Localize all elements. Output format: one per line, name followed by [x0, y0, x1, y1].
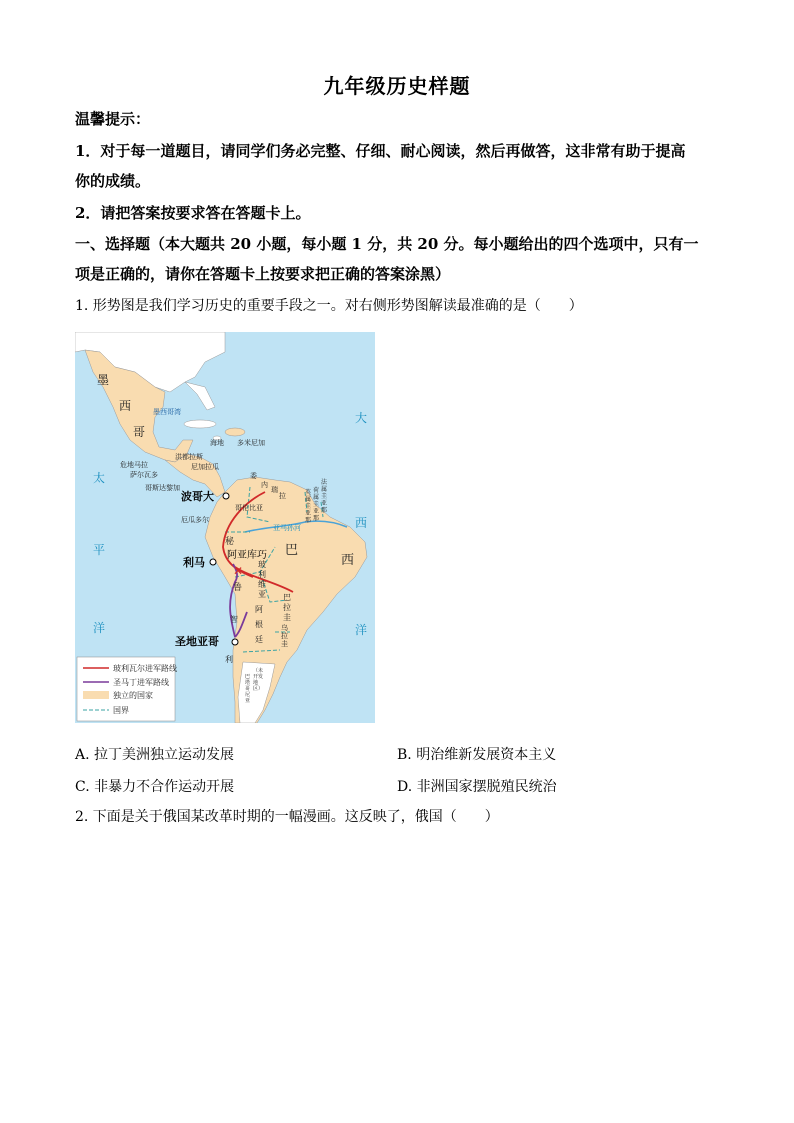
option-b: B. 明治维新发展资本主义: [397, 747, 557, 763]
label-guiana-uk-4: 亚: [305, 510, 312, 517]
label-patagonia-8: 尼: [245, 692, 251, 698]
label-argentina-2: 根: [255, 620, 263, 629]
label-patagonia-2: 开发: [253, 674, 264, 680]
label-guiana-uk-2: 属: [305, 496, 312, 503]
label-mexico-1: 墨: [97, 373, 110, 387]
battle-mark: ✕: [233, 564, 244, 578]
label-guiana-fr-5: 那: [321, 507, 328, 514]
label-lima: 利马: [183, 556, 205, 569]
label-paraguay-3: 圭: [283, 613, 291, 622]
label-costa-rica: 哥斯达黎加: [145, 484, 180, 492]
label-bogota: 波哥大: [181, 490, 214, 503]
cuba-island: [184, 420, 216, 428]
label-guiana-uk-1: 英: [305, 489, 312, 496]
label-bolivia-2: 利: [258, 570, 266, 579]
label-paraguay-2: 拉: [283, 603, 291, 612]
question-1: 1. 形势图是我们学习历史的重要手段之一。对右侧形势图解读最准确的是（ ）: [75, 298, 583, 314]
label-pacific-1: 太: [93, 471, 106, 485]
label-venezuela-2: 内: [261, 481, 268, 489]
legend-border: 国界: [113, 706, 129, 715]
label-patagonia-7: 哥: [245, 686, 251, 692]
label-atlantic-3: 洋: [355, 623, 368, 637]
legend-san-martin: 圣马丁进军路线: [113, 678, 169, 687]
label-mexico-3: 哥: [133, 425, 146, 439]
label-peru-2: 鲁: [233, 583, 243, 593]
label-guiana-fr-3: 圭: [321, 493, 328, 500]
label-guiana-nl-5: 那: [313, 515, 320, 522]
section-1-line-1: 一、选择题（本大题共 20 小题，每小题 1 分，共 20 分。每小题给出的四个选项中，只有一: [75, 235, 699, 253]
label-uruguay-2: 拉: [281, 632, 288, 640]
label-pacific-3: 洋: [93, 621, 106, 635]
label-bolivia-4: 亚: [258, 590, 266, 599]
label-gulf: 墨西哥湾: [153, 408, 181, 416]
label-colombia: 哥伦比亚: [235, 504, 263, 512]
bogota-marker: [223, 493, 229, 499]
tip-1-line-1: 1．对于每一道题目，请同学们务必完整、仔细、耐心阅读，然后再做答，这非常有助于提高: [75, 142, 686, 160]
label-peru-1: 秘: [225, 537, 235, 547]
santiago-marker: [232, 639, 238, 645]
label-haiti: 海地: [210, 439, 224, 447]
label-atlantic-1: 大: [355, 411, 368, 425]
label-guiana-uk-3: 圭: [305, 503, 312, 510]
label-patagonia-9: 亚: [245, 698, 251, 704]
label-dominican: 多米尼加: [237, 439, 265, 447]
question-2: 2. 下面是关于俄国某改革时期的一幅漫画。这反映了，俄国（ ）: [75, 809, 499, 825]
label-uruguay-3: 圭: [281, 640, 288, 648]
label-atlantic-2: 西: [355, 516, 368, 530]
section-1-line-2: 项是正确的，请你在答题卡上按要求把正确的答案涂黑）: [75, 265, 451, 283]
label-patagonia-6: 塔: [245, 680, 251, 686]
label-guiana-nl-4: 亚: [313, 508, 320, 515]
legend-independent: 独立的国家: [113, 691, 153, 700]
label-uruguay-1: 乌: [281, 624, 288, 632]
label-brazil-2: 西: [341, 553, 355, 568]
label-patagonia-1: （未: [253, 668, 264, 674]
label-ayacucho: 阿亚库巧: [227, 550, 267, 561]
label-guiana-uk-5: 那: [305, 517, 312, 524]
label-santiago: 圣地亚哥: [175, 635, 219, 648]
label-mexico-2: 西: [119, 399, 132, 413]
label-argentina-1: 阿: [255, 605, 263, 614]
label-patagonia-5: 巴: [245, 674, 251, 680]
label-brazil-1: 巴: [285, 543, 299, 558]
label-nicaragua: 尼加拉瓜: [191, 463, 219, 471]
label-honduras: 洪都拉斯: [175, 453, 203, 461]
label-guiana-fr-1: 法: [321, 479, 328, 486]
tip-1-line-2: 你的成绩。: [75, 172, 151, 190]
label-patagonia-4: 区）: [253, 686, 264, 692]
page-title: 九年级历史样题: [323, 74, 471, 98]
hispaniola-island: [225, 428, 245, 436]
label-pacific-2: 平: [93, 543, 106, 557]
tips-heading: 温馨提示：: [75, 110, 151, 128]
label-chile-1: 智: [230, 615, 238, 624]
label-amazon: 亚马孙河: [273, 524, 301, 532]
legend-independent-swatch: [83, 691, 109, 699]
label-venezuela-3: 瑞: [271, 486, 278, 494]
map-legend: [77, 657, 177, 721]
label-el-salvador: 萨尔瓦多: [130, 471, 158, 479]
label-patagonia-3: 地: [253, 680, 259, 686]
option-d: D. 非洲国家摆脱殖民统治: [397, 779, 557, 795]
option-a: A. 拉丁美洲独立运动发展: [75, 747, 235, 763]
label-bolivia-3: 维: [258, 580, 266, 589]
label-guatemala: 危地马拉: [120, 461, 148, 469]
label-guiana-fr-4: 亚: [321, 500, 328, 507]
label-bolivia-1: 玻: [258, 560, 266, 569]
lima-marker: [210, 559, 216, 565]
legend-bolivar: 玻利瓦尔进军路线: [113, 664, 177, 673]
label-venezuela-4: 拉: [279, 492, 286, 500]
label-paraguay-1: 巴: [283, 593, 291, 602]
label-ecuador: 厄瓜多尔: [181, 516, 209, 524]
label-venezuela-1: 委: [250, 472, 257, 480]
option-c: C. 非暴力不合作运动开展: [75, 779, 235, 795]
latin-america-map: [75, 332, 375, 723]
label-guiana-nl-1: 荷: [313, 487, 320, 494]
label-guiana-nl-3: 圭: [313, 501, 320, 508]
label-guiana-fr-2: 属: [321, 486, 328, 493]
label-argentina-3: 廷: [255, 635, 263, 644]
tip-2: 2．请把答案按要求答在答题卡上。: [75, 204, 311, 222]
label-guiana-nl-2: 属: [313, 494, 320, 501]
label-chile-2: 利: [225, 655, 233, 664]
